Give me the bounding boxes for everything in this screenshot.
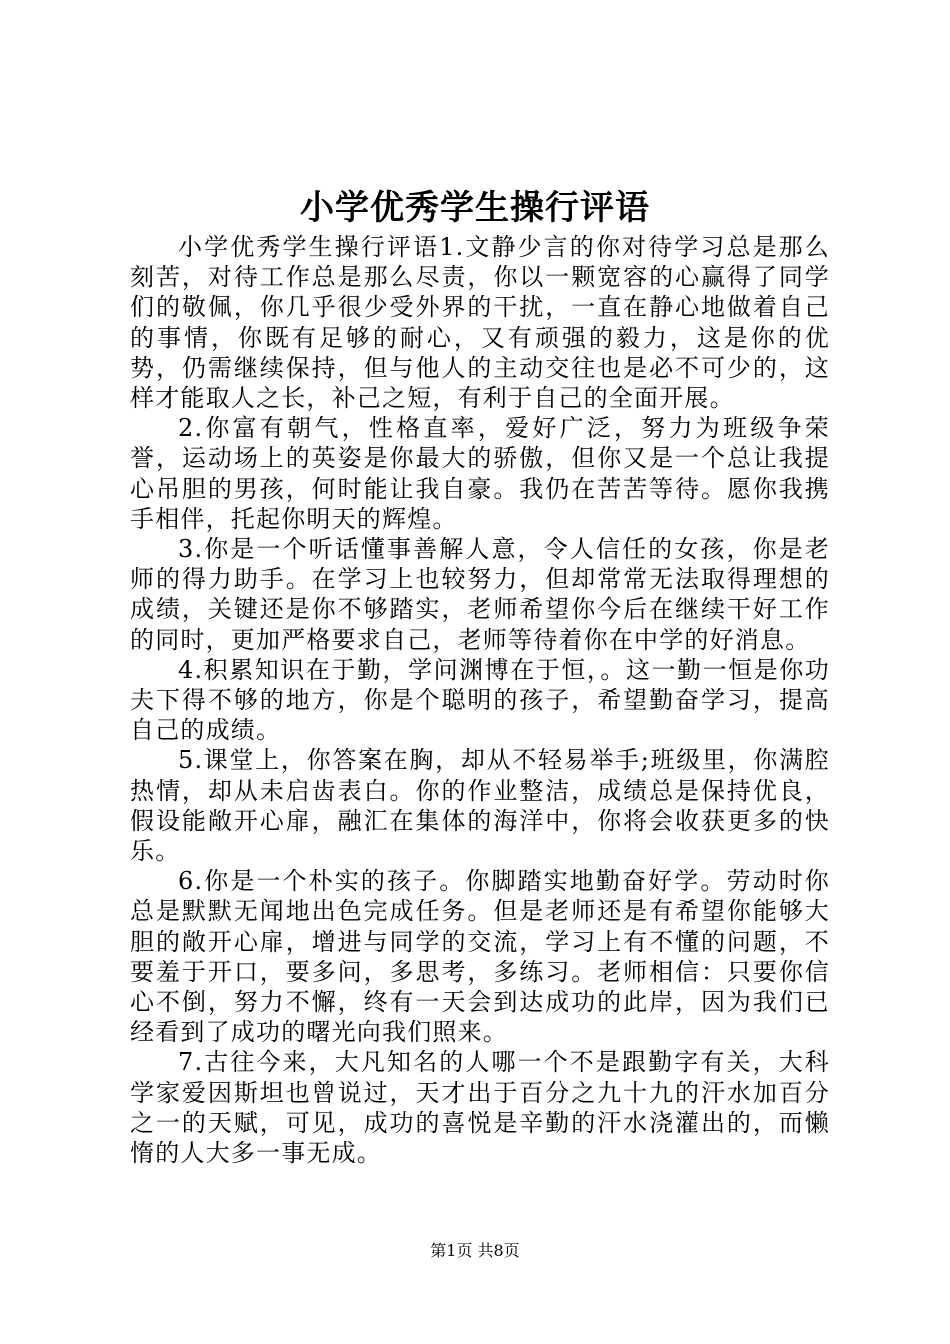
paragraph-5: 5.课堂上，你答案在胸，却从不轻易举手;班级里，你满腔热情，却从未启齿表白。你的作业整洁，成绩总是保持优良，假设能敞开心扉，融汇在集体的海洋中，你将会收获更多的快乐。 (130, 746, 830, 866)
document-title: 小学优秀学生操行评语 (300, 188, 650, 228)
page-footer: 第1页 共8页 (430, 1241, 520, 1260)
paragraph-1: 小学优秀学生操行评语1.文静少言的你对待学习总是那么刻苦，对待工作总是那么尽责，你以一颗宽容的心赢得了同学们的敬佩，你几乎很少受外界的干扰，一直在静心地做着自己的事情，你既有足够的耐心，又有顽强的毅力，这是你的优势，仍需继续保持，但与他人的主动交往也是必不可少的，这样才能取人之长，补己之短，有利于自己的全面开展。 (130, 233, 830, 413)
paragraph-7: 7.古往今来，大凡知名的人哪一个不是跟勤字有关，大科学家爱因斯坦也曾说过，天才出于百分之九十九的汗水加百分之一的天赋，可见，成功的喜悦是辛勤的汗水浇灌出的，而懒惰的人大多一事无成。 (130, 1048, 830, 1168)
paragraph-6: 6.你是一个朴实的孩子。你脚踏实地勤奋好学。劳动时你总是默默无闻地出色完成任务。但是老师还是有希望你能够大胆的敞开心扉，增进与同学的交流，学习上有不懂的问题，不要羞于开口，要多问，多思考，多练习。老师相信：只要你信心不倒，努力不懈，终有一天会到达成功的此岸，因为我们已经看到了成功的曙光向我们照来。 (130, 867, 830, 1047)
paragraph-2: 2.你富有朝气，性格直率，爱好广泛，努力为班级争荣誉，运动场上的英姿是你最大的骄傲，但你又是一个总让我提心吊胆的男孩，何时能让我自豪。我仍在苦苦等待。愿你我携手相伴，托起你明天的辉煌。 (130, 414, 830, 533)
paragraph-4: 4.积累知识在于勤，学问渊博在于恒，。这一勤一恒是你功夫下得不够的地方，你是个聪明的孩子，希望勤奋学习，提高自己的成绩。 (130, 655, 830, 745)
document-body (130, 232, 830, 1168)
paragraph-3: 3.你是一个听话懂事善解人意，令人信任的女孩，你是老师的得力助手。在学习上也较努力，但却常常无法取得理想的成绩，关键还是你不够踏实，老师希望你今后在继续干好工作的同时，更加严格要求自己，老师等待着你在中学的好消息。 (130, 535, 830, 654)
